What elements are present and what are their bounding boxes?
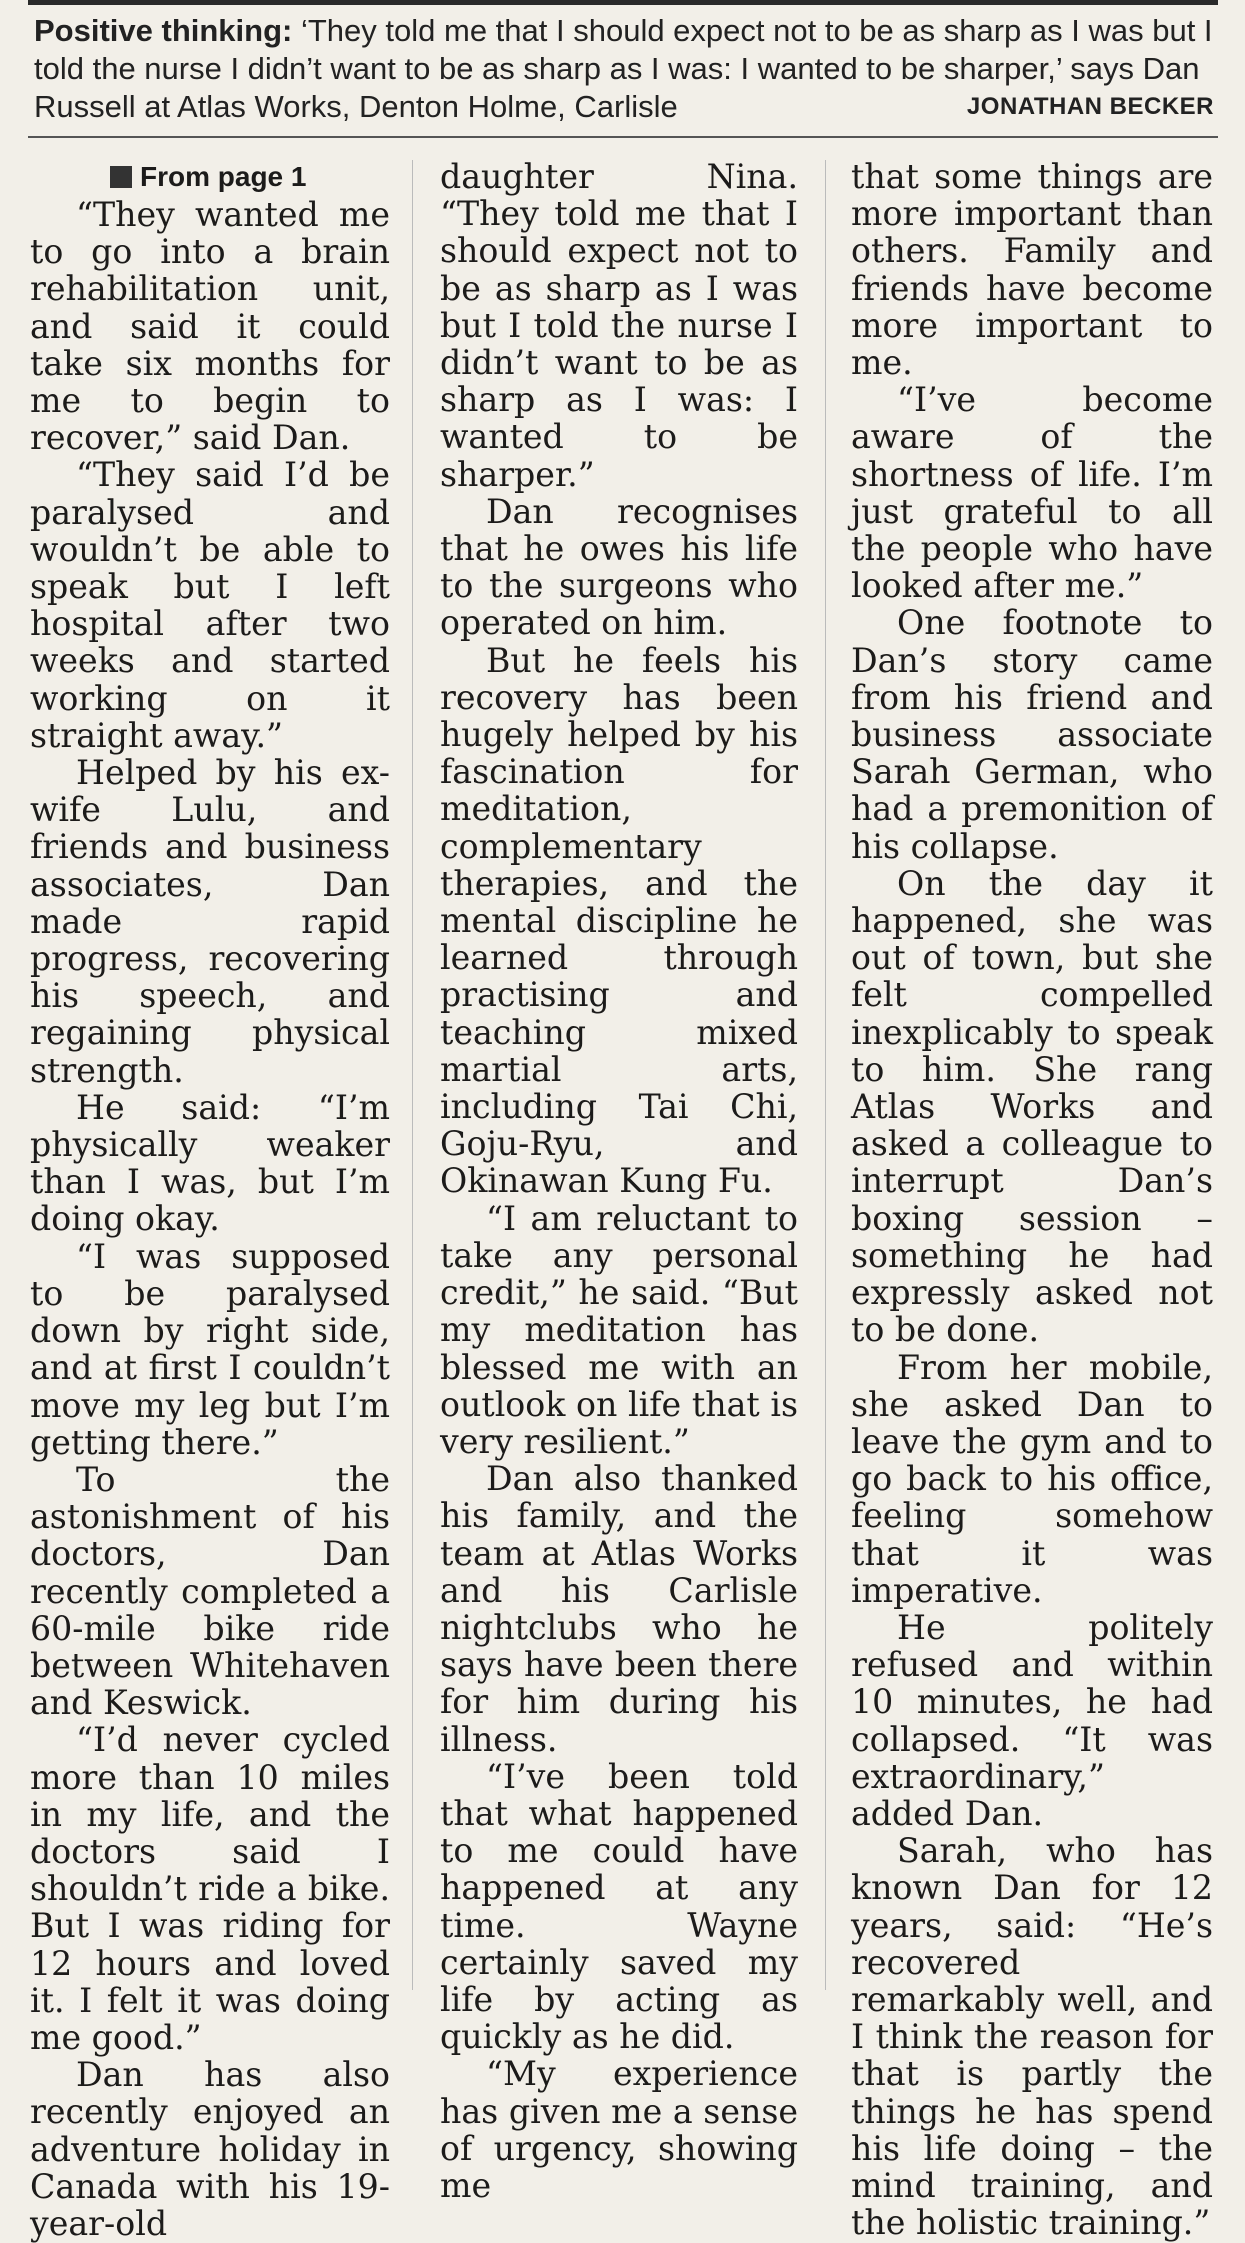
paragraph: “They said I’d be paralysed and wouldn’t be able to speak but I left hospital after two weeks and started working on it straight away.” <box>30 455 390 755</box>
paragraph: Dan has also recently enjoyed an adventure holiday in Canada with his 19-year-old <box>30 2055 390 2243</box>
square-bullet-icon <box>110 166 132 188</box>
paragraph: “I’ve become aware of the shortness of life. I’m just grateful to all the people who have looked after me.” <box>851 380 1213 606</box>
article-column-1 <box>30 158 390 2242</box>
article-column-2 <box>440 158 798 2204</box>
photo-caption <box>34 12 1214 126</box>
paragraph: One footnote to Dan’s story came from his friend and business associate Sarah German, who had a premonition of his collapse. <box>851 603 1213 866</box>
photo-credit: JONATHAN BECKER <box>966 93 1214 120</box>
paragraph: “I’d never cycled more than 10 miles in my life, and the doctors said I shouldn’t ride a bike. But I was riding for 12 hours and loved it. I felt it was doing me good.” <box>30 1720 390 2057</box>
caption-rule <box>28 136 1218 138</box>
top-rule <box>28 0 1218 5</box>
paragraph: He said: “I’m physically weaker than I was, but I’m doing okay. <box>30 1087 390 1239</box>
caption-lead: Positive thinking: <box>34 13 293 48</box>
paragraph: Helped by his ex-wife Lulu, and friends and business associates, Dan made rapid progress, recovering his speech, and regaining physical strength. <box>30 753 390 1090</box>
paragraph: To the astonishment of his doctors, Dan recently completed a 60-mile bike ride between Whitehaven and Keswick. <box>30 1459 390 1723</box>
paragraph: “I’ve been told that what happened to me could have happened at any time. Wayne certainly saved my life by acting as quickly as he did. <box>440 1756 798 2057</box>
paragraph: “My experience has given me a sense of urgency, showing me <box>440 2054 798 2205</box>
paragraph: Dan recognises that he owes his life to the surgeons who operated on him. <box>440 491 798 643</box>
paragraph: “I was supposed to be paralysed down by right side, and at first I couldn’t move my leg but I’m getting there.” <box>30 1236 390 1462</box>
paragraph: daughter Nina. “They told me that I should expect not to be as sharp as I was but I told the nurse I didn’t want to be as sharp as I was: I wanted to be sharper.” <box>440 157 798 494</box>
paragraph: Dan also thanked his family, and the team at Atlas Works and his Carlisle nightclubs who he says have been there for him during his illness. <box>440 1459 798 1759</box>
paragraph: that some things are more important than others. Family and friends have become more important to me. <box>851 157 1213 383</box>
column-divider <box>825 160 826 1990</box>
paragraph: Sarah, who has known Dan for 12 years, said: “He’s recovered remarkably well, and I think the reason for that is partly the things he has spend his life doing – the mind training, and the holistic training.” <box>851 1831 1213 2243</box>
paragraph: He politely refused and within 10 minutes, he had collapsed. “It was extraordinary,” added Dan. <box>851 1607 1213 1833</box>
paragraph: On the day it happened, she was out of town, but she felt compelled inexplicably to speak to him. She rang Atlas Works and asked a colleague to interrupt Dan’s boxing session – something he had expressly asked not to be done. <box>851 863 1213 1350</box>
column-divider <box>412 160 413 1990</box>
paragraph: “They wanted me to go into a brain rehabilitation unit, and said it could take six months for me to begin to recover,” said Dan. <box>30 195 390 458</box>
article-column-3 <box>851 158 1213 2241</box>
paragraph: But he feels his recovery has been hugely helped by his fascination for meditation, complementary therapies, and the mental discipline he learned through practising and teaching mixed martial arts, including Tai Chi, Goju-Ryu, and Okinawan Kung Fu. <box>440 640 798 1201</box>
caption-text: ‘They told me that I should expect not to be as sharp as I was but I told the nurse I didn’t want to be as sharp as I was: I wanted to be sharper,’ says Dan Russell at Atlas Works, Denton Holme, Carlisle <box>34 13 1213 124</box>
paragraph: “I am reluctant to take any personal credit,” he said. “But my meditation has blessed me with an outlook on life that is very resilient.” <box>440 1198 798 1461</box>
paragraph: From her mobile, she asked Dan to leave the gym and to go back to his office, feeling somehow that it was imperative. <box>851 1347 1213 1610</box>
from-page-label: From page 1 <box>30 158 390 196</box>
